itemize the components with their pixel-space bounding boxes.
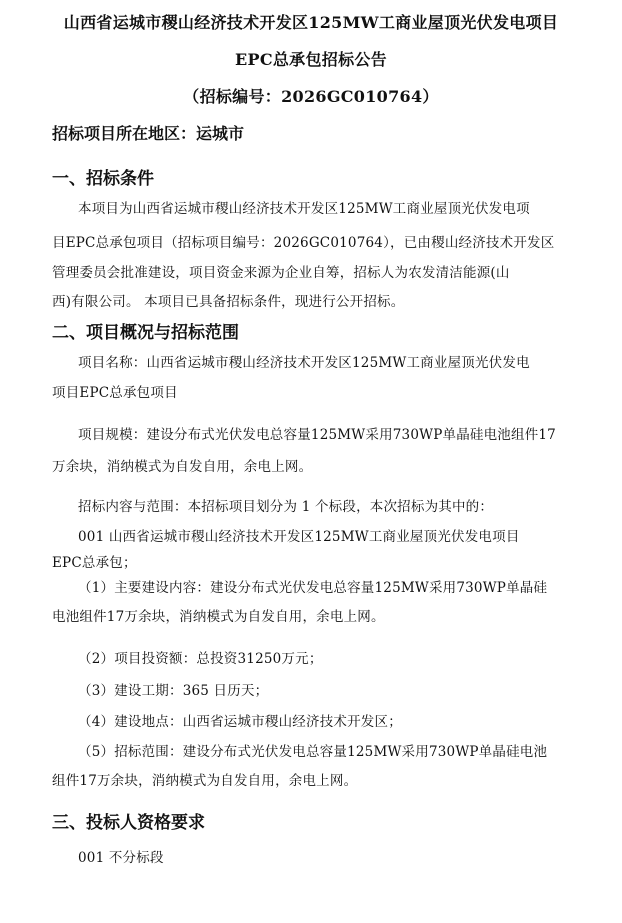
lot-line: EPC总承包； [52,555,137,571]
project-scale-line: 项目规模：建设分布式光伏发电总容量125MW采用730WP单晶硅电池组件17 [78,427,556,443]
document-title-line2: EPC总承包招标公告 [235,50,387,69]
tender-scope-line: 组件17万余块，消纳模式为自发自用，余电上网。 [52,773,358,789]
project-scale-line: 万余块，消纳模式为自发自用，余电上网。 [52,459,313,475]
lot-note: 001 不分标段 [78,850,164,866]
document-title-line1: 山西省运城市稷山经济技术开发区125MW工商业屋顶光伏发电项目 [63,13,559,32]
construction-content-line: （1）主要建设内容：建设分布式光伏发电总容量125MW采用730WP单晶硅 [78,580,548,596]
section3-heading: 三、投标人资格要求 [52,813,205,833]
construction-site: （4）建设地点：山西省运城市稷山经济技术开发区； [78,714,402,730]
section1-line: 西)有限公司。 本项目已具备招标条件，现进行公开招标。 [52,294,405,310]
section1-heading: 一、招标条件 [52,169,154,189]
construction-content-line: 电池组件17万余块，消纳模式为自发自用，余电上网。 [52,609,385,625]
section1-line: 本项目为山西省运城市稷山经济技术开发区125MW工商业屋顶光伏发电项 [78,201,530,217]
project-location: 招标项目所在地区：运城市 [52,124,245,143]
tender-scope-line: （5）招标范围：建设分布式光伏发电总容量125MW采用730WP单晶硅电池 [78,744,548,760]
lot-line: 001 山西省运城市稷山经济技术开发区125MW工商业屋顶光伏发电项目 [78,529,520,545]
section1-line: 管理委员会批准建设，项目资金来源为企业自筹，招标人为农发清洁能源(山 [52,265,510,281]
project-name-line: 项目名称：山西省运城市稷山经济技术开发区125MW工商业屋顶光伏发电 [78,355,530,371]
scope-intro: 招标内容与范围：本招标项目划分为 1 个标段，本次招标为其中的： [78,499,494,515]
construction-period: （3）建设工期：365 日历天； [78,683,269,699]
project-name-line: 项目EPC总承包项目 [52,385,178,401]
section2-heading: 二、项目概况与招标范围 [52,323,239,343]
investment-amount: （2）项目投资额：总投资31250万元； [78,651,323,667]
section1-line: 目EPC总承包项目（招标项目编号：2026GC010764），已由稷山经济技术开发区 [52,235,555,251]
tender-number: （招标编号：2026GC010764） [183,87,439,106]
